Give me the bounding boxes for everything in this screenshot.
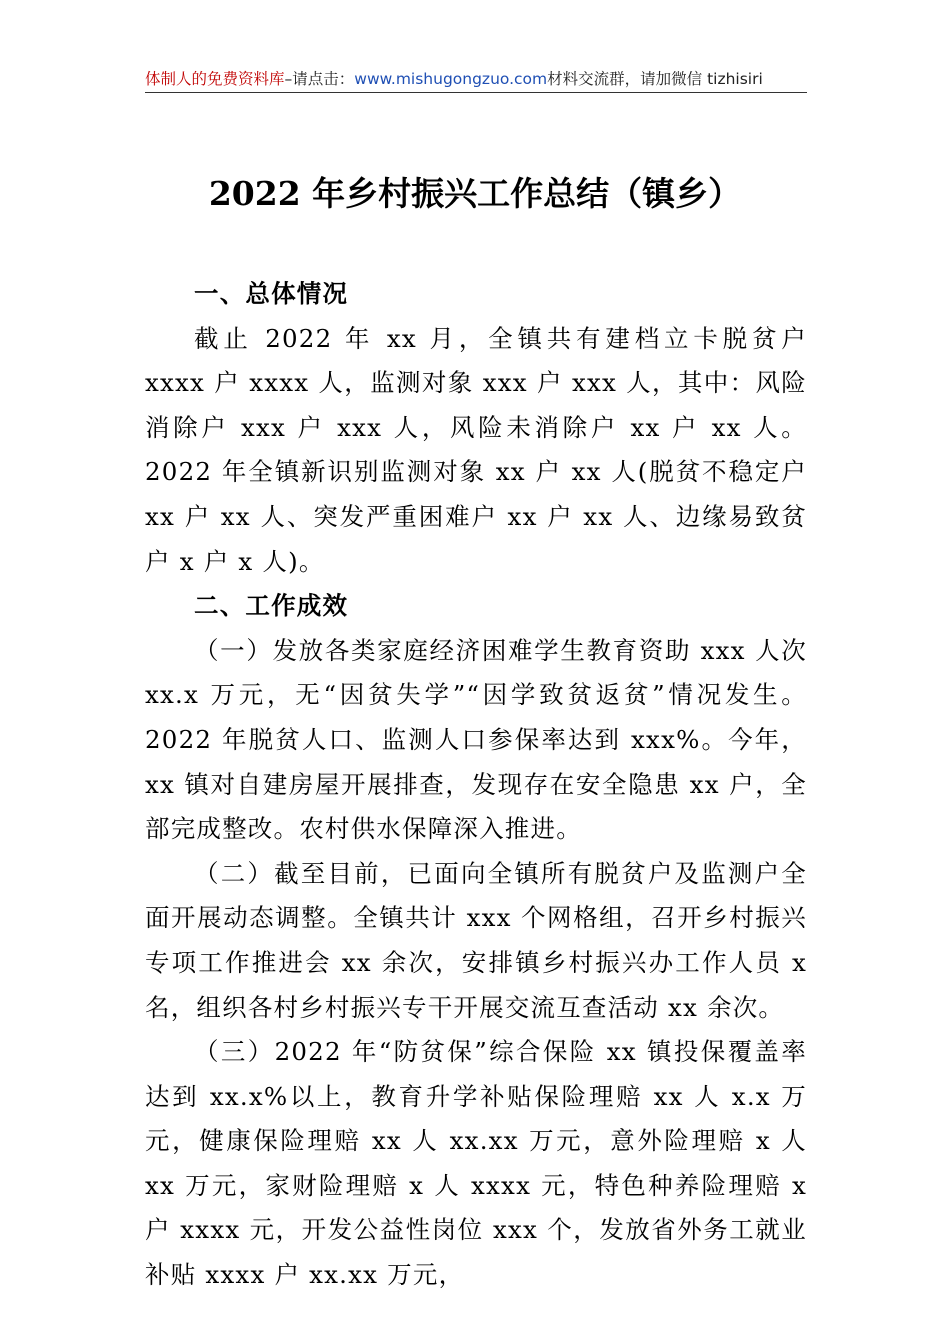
header-site-name: 体制人的免费资料库 xyxy=(145,70,285,88)
section-paragraph: （三）2022 年“防贫保”综合保险 xx 镇投保覆盖率达到 xx.x%以上，教育升学补贴保险理赔 xx 人 x.x 万元，健康保险理赔 xx 人 xx.xx 万元，意外险理赔 x 人 xx 万元，家财险理赔 x 人 xxxx 元，特色种养险理赔 x 户 xxxx 元，开发公益性岗位 xxx 个，发放省外务工就业补贴 xxxx 户 xx.xx 万元， xyxy=(145,1037,807,1290)
page-header xyxy=(145,68,807,90)
document-body xyxy=(145,272,807,1298)
header-note: 材料交流群，请加微信 tizhisiri xyxy=(547,70,763,88)
section-heading: 二、工作成效 xyxy=(194,591,349,621)
section-paragraph: 截止 2022 年 xx 月，全镇共有建档立卡脱贫户 xxxx 户 xxxx 人，监测对象 xxx 户 xxx 人，其中：风险消除户 xxx 户 xxx 人，风险未消除户 xx 户 xx 人。2022 年全镇新识别监测对象 xx 户 xx 人(脱贫不稳定户 xx 户 xx 人、突发严重困难户 xx 户 xx 人、边缘易致贫户 x 户 x 人)。 xyxy=(145,323,807,576)
header-prompt: –请点击： xyxy=(284,70,355,88)
document-title: 2022 年乡村振兴工作总结（镇乡） xyxy=(208,174,742,213)
header-divider xyxy=(145,92,807,93)
section-paragraph: （一）发放各类家庭经济困难学生教育资助 xxx 人次 xx.x 万元，无“因贫失学”“因学致贫返贫”情况发生。2022 年脱贫人口、监测人口参保率达到 xxx%。今年，xx 镇对自建房屋开展排查，发现存在安全隐患 xx 户，全部完成整改。农村供水保障深入推进。 xyxy=(145,635,807,844)
section-heading: 一、总体情况 xyxy=(194,279,349,308)
header-url-link[interactable]: www.mishugongzuo.com xyxy=(354,70,548,88)
section-paragraph: （二）截至目前，已面向全镇所有脱贫户及监测户全面开展动态调整。全镇共计 xxx 个网格组，召开乡村振兴专项工作推进会 xx 余次，安排镇乡村振兴办工作人员 x 名，组织各村乡村振兴专干开展交流互查活动 xx 余次。 xyxy=(145,858,807,1022)
